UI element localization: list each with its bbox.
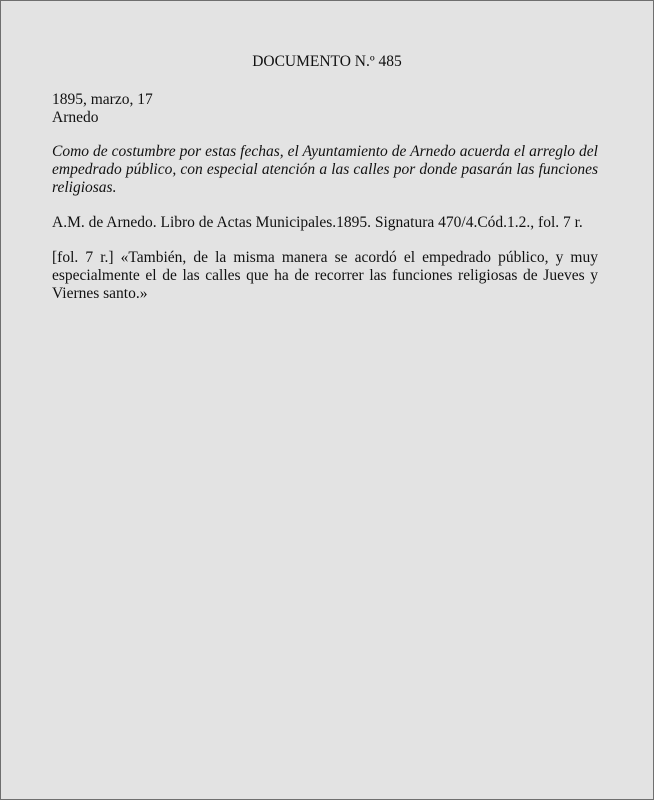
document-title: DOCUMENTO N.º 485 <box>252 53 402 70</box>
transcript-line: Viernes santo.» <box>52 285 148 302</box>
summary-line: empedrado público, con especial atención a las calles por donde pasarán las funciones <box>52 161 598 178</box>
transcript-line: especialmente el de las calles que ha de recorrer las funciones religiosas de Jueves y <box>52 267 598 284</box>
document-body <box>52 91 598 303</box>
document-transcript <box>52 249 598 303</box>
document-place: Arnedo <box>52 109 99 126</box>
transcript-line: [fol. 7 r.] «También, de la misma manera se acordó el empedrado público, y muy <box>52 249 598 266</box>
document-header <box>52 91 598 127</box>
summary-line: religiosas. <box>52 179 117 196</box>
document-summary <box>52 143 598 197</box>
document-date: 1895, marzo, 17 <box>52 91 153 108</box>
summary-line: Como de costumbre por estas fechas, el Ayuntamiento de Arnedo acuerda el arreglo del <box>52 143 598 160</box>
document-source: A.M. de Arnedo. Libro de Actas Municipales.1895. Signatura 470/4.Cód.1.2., fol. 7 r. <box>52 214 583 231</box>
